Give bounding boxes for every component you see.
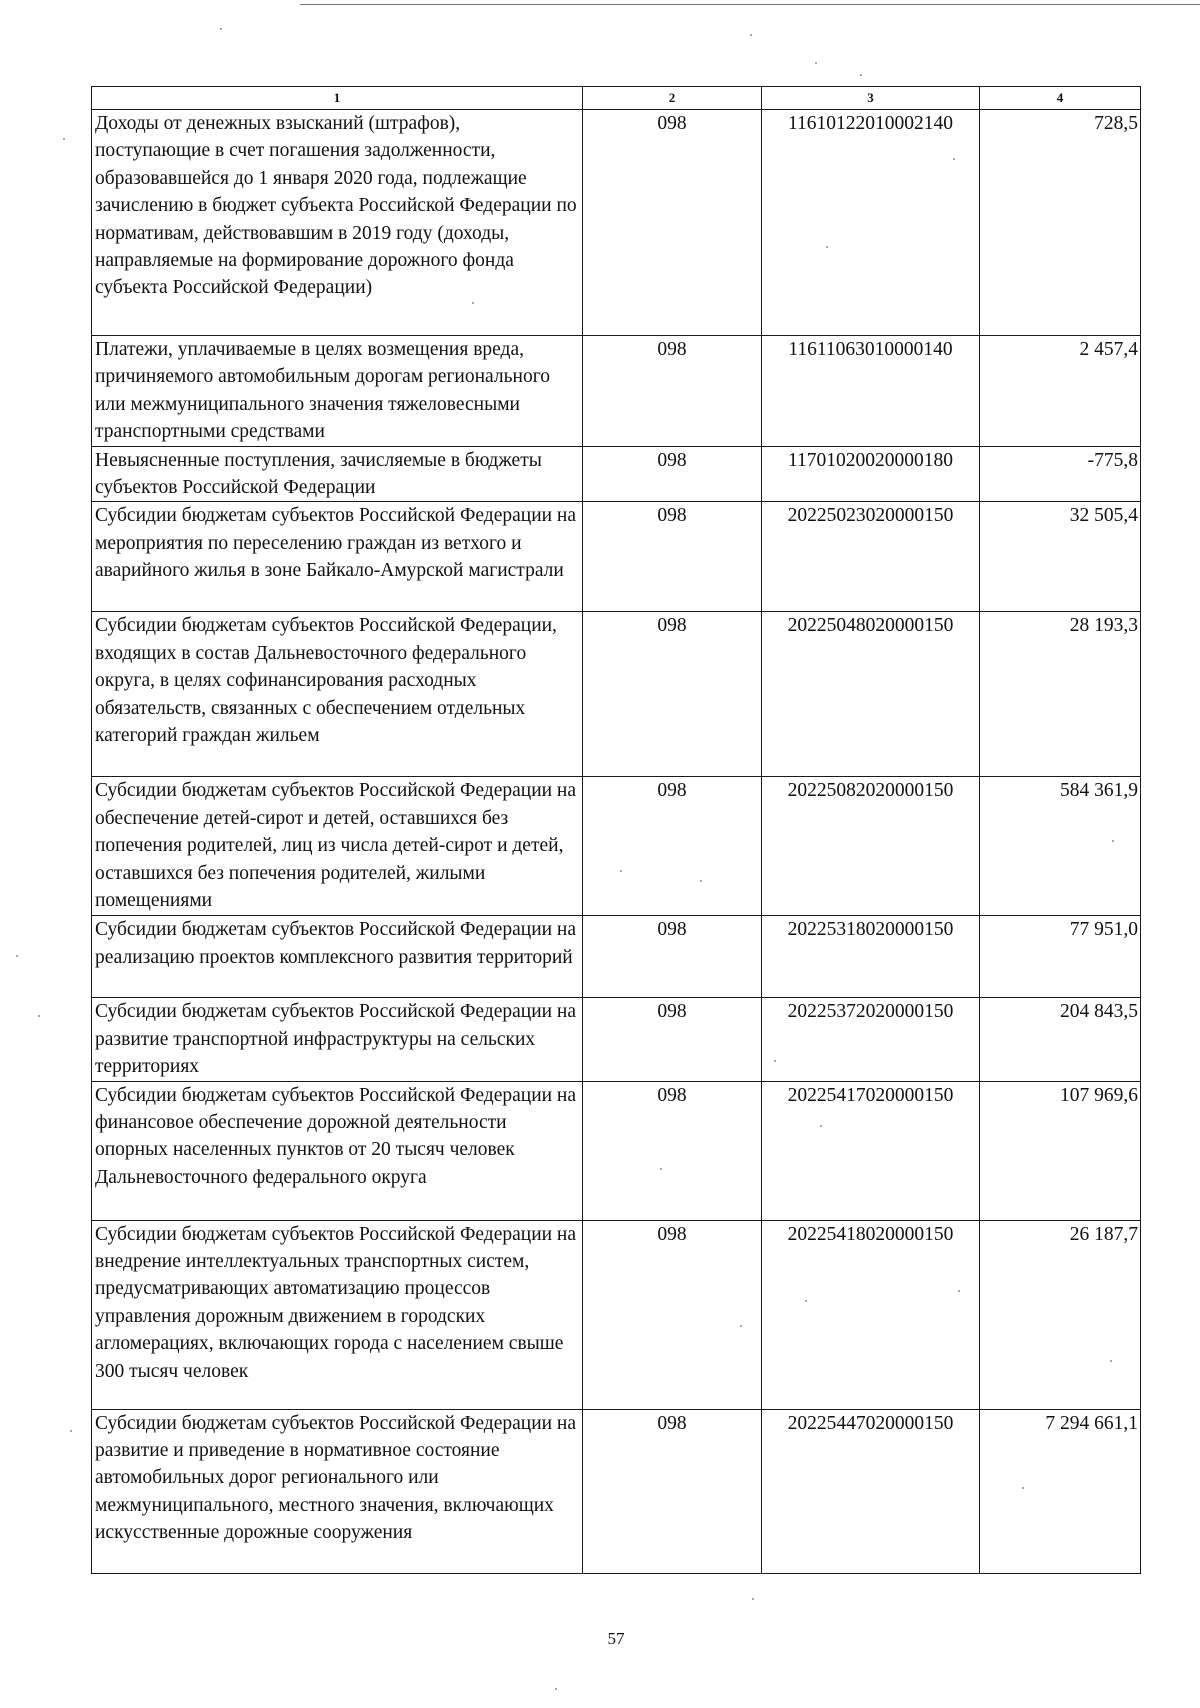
revenue-name: Невыясненные поступления, зачисляемые в бюджеты субъектов Российской Федерации <box>92 446 583 502</box>
budget-classification-code: 11610122010002140 <box>762 110 980 336</box>
revenue-name: Субсидии бюджетам субъектов Российской Федерации на финансовое обеспечение дорожной деятельности опорных населенных пунктов от 20 тысяч человек Дальневосточного федерального округа <box>92 1081 583 1220</box>
revenue-name: Субсидии бюджетам субъектов Российской Федерации на обеспечение детей-сирот и детей, оставшихся без попечения родителей, лиц из числа детей-сирот и детей, оставшихся без попечения родителей, жилыми помещениями <box>92 777 583 916</box>
administrator-code: 098 <box>583 446 762 502</box>
amount: 204 843,5 <box>980 998 1141 1081</box>
amount: 728,5 <box>980 110 1141 336</box>
budget-classification-code: 11611063010000140 <box>762 336 980 447</box>
amount: -775,8 <box>980 446 1141 502</box>
column-header-1: 1 <box>92 87 583 110</box>
budget-classification-code: 20225372020000150 <box>762 998 980 1081</box>
page-number: 57 <box>607 1629 625 1648</box>
amount: 26 187,7 <box>980 1220 1141 1409</box>
budget-classification-code: 20225048020000150 <box>762 612 980 777</box>
column-header-3: 3 <box>762 87 980 110</box>
administrator-code: 098 <box>583 916 762 998</box>
table-row <box>92 916 1141 998</box>
revenue-name: Доходы от денежных взысканий (штрафов), поступающие в счет погашения задолженности, образовавшейся до 1 января 2020 года, подлежащие зачислению в бюджет субъекта Российской Федерации по нормативам, действовавшим в 2019 году (доходы, направляемые на формирование дорожного фонда субъекта Российской Федерации) <box>92 110 583 336</box>
column-header-4: 4 <box>980 87 1141 110</box>
administrator-code: 098 <box>583 1409 762 1573</box>
revenue-name: Платежи, уплачиваемые в целях возмещения вреда, причиняемого автомобильным дорогам регионального или межмуниципального значения тяжеловесными транспортными средствами <box>92 336 583 447</box>
revenue-name: Субсидии бюджетам субъектов Российской Федерации на внедрение интеллектуальных транспортных систем, предусматривающих автоматизацию процессов управления дорожным движением в городских агломерациях, включающих города с населением свыше 300 тысяч человек <box>92 1220 583 1409</box>
budget-classification-code: 20225082020000150 <box>762 777 980 916</box>
administrator-code: 098 <box>583 336 762 447</box>
table-row <box>92 502 1141 612</box>
administrator-code: 098 <box>583 777 762 916</box>
amount: 28 193,3 <box>980 612 1141 777</box>
table-row <box>92 1220 1141 1409</box>
amount: 2 457,4 <box>980 336 1141 447</box>
amount: 32 505,4 <box>980 502 1141 612</box>
amount: 107 969,6 <box>980 1081 1141 1220</box>
revenue-name: Субсидии бюджетам субъектов Российской Федерации на развитие транспортной инфраструктуры на сельских территориях <box>92 998 583 1081</box>
budget-classification-code: 20225447020000150 <box>762 1409 980 1573</box>
table-row <box>92 998 1141 1081</box>
budget-classification-code: 20225417020000150 <box>762 1081 980 1220</box>
administrator-code: 098 <box>583 110 762 336</box>
administrator-code: 098 <box>583 1220 762 1409</box>
table-header-row <box>92 87 1141 110</box>
amount: 77 951,0 <box>980 916 1141 998</box>
budget-classification-code: 20225023020000150 <box>762 502 980 612</box>
administrator-code: 098 <box>583 998 762 1081</box>
table-row <box>92 777 1141 916</box>
budget-classification-code: 11701020020000180 <box>762 446 980 502</box>
budget-revenue-table <box>91 86 1141 1574</box>
table-row <box>92 1409 1141 1573</box>
revenue-name: Субсидии бюджетам субъектов Российской Федерации на мероприятия по переселению граждан из ветхого и аварийного жилья в зоне Байкало-Амурской магистрали <box>92 502 583 612</box>
budget-classification-code: 20225318020000150 <box>762 916 980 998</box>
table-row <box>92 1081 1141 1220</box>
amount: 584 361,9 <box>980 777 1141 916</box>
column-header-2: 2 <box>583 87 762 110</box>
top-scan-rule <box>300 4 1200 5</box>
administrator-code: 098 <box>583 612 762 777</box>
revenue-name: Субсидии бюджетам субъектов Российской Федерации, входящих в состав Дальневосточного федерального округа, в целях софинансирования расходных обязательств, связанных с обеспечением отдельных категорий граждан жильем <box>92 612 583 777</box>
table-row <box>92 110 1141 336</box>
table-row <box>92 612 1141 777</box>
table-row <box>92 336 1141 447</box>
administrator-code: 098 <box>583 502 762 612</box>
amount: 7 294 661,1 <box>980 1409 1141 1573</box>
revenue-name: Субсидии бюджетам субъектов Российской Федерации на развитие и приведение в нормативное состояние автомобильных дорог регионального или межмуниципального, местного значения, включающих искусственные дорожные сооружения <box>92 1409 583 1573</box>
administrator-code: 098 <box>583 1081 762 1220</box>
table-row <box>92 446 1141 502</box>
revenue-name: Субсидии бюджетам субъектов Российской Федерации на реализацию проектов комплексного развития территорий <box>92 916 583 998</box>
budget-classification-code: 20225418020000150 <box>762 1220 980 1409</box>
